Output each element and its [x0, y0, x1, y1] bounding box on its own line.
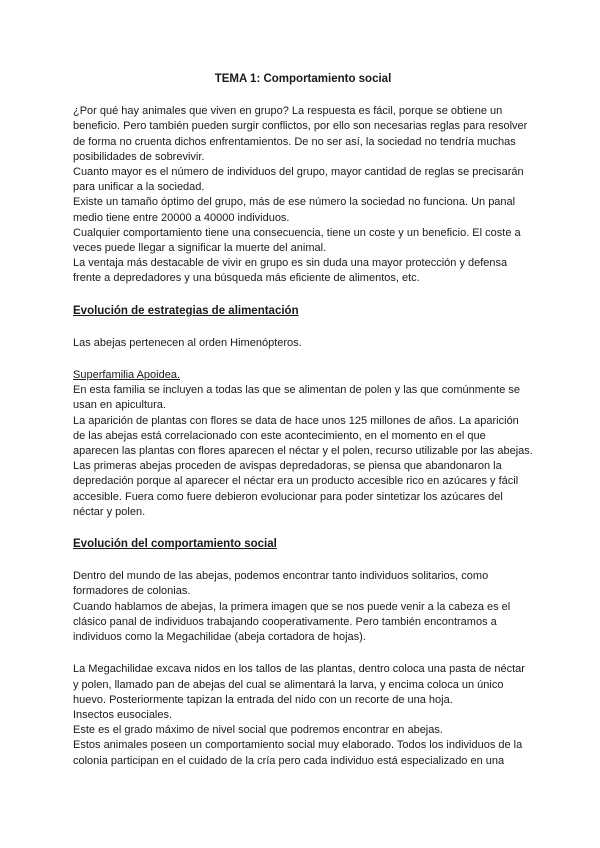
spacer	[73, 552, 533, 569]
spacer	[73, 319, 533, 336]
feeding-paragraph: Las primeras abejas proceden de avispas depredadoras, se piensa que abandonaron la depredación porque al aparecer el néctar era un producto accesible rico en azúcares y fácil accesible. Fuera como fuere debieron evolucionar para poder sintetizar los azúcares del néctar y polen.	[73, 460, 519, 518]
spacer	[73, 645, 533, 662]
order-paragraph: Las abejas pertenecen al orden Himenópteros.	[73, 336, 302, 349]
social-paragraph: La Megachilidae excava nidos en los tallos de las plantas, dentro coloca una pasta de néctar y polen, llamado pan de abejas del cual se alimentará la larva, y encima coloca un único huevo. Posteriormente tapizan la entrada del nido con un recorte de una hoja.	[73, 663, 525, 706]
intro-paragraph: ¿Por qué hay animales que viven en grupo? La respuesta es fácil, porque se obtiene un beneficio. Pero también pueden surgir conflictos, por ello son necesarias reglas para resolver de forma no cruenta dichos enfrentamientos. De no ser así, la sociedad no tendría muchas posibilidades de sobrevivir.	[73, 105, 528, 163]
spacer	[73, 520, 533, 537]
social-paragraph: Estos animales poseen un comportamiento social muy elaborado. Todos los individuos de la colonia participan en el cuidado de la cría pero cada individuo está especializado en una	[73, 739, 523, 767]
spacer	[73, 287, 533, 304]
intro-paragraph: La ventaja más destacable de vivir en grupo es sin duda una mayor protección y defensa frente a depredadores y una búsqueda más eficiente de alimentos, etc.	[73, 257, 508, 285]
document-title: TEMA 1: Comportamiento social	[214, 73, 392, 85]
feeding-paragraph: La aparición de plantas con flores se data de hace unos 125 millones de años. La aparición de las abejas está correlacionado con este acontecimiento, en el momento en el que aparecen las plantas con flores aparecen el néctar y el polen, recurso utilizable por las abejas.	[73, 414, 533, 458]
subheading-apoidea: Superfamilia Apoidea.	[73, 369, 181, 382]
social-paragraph: Este es el grado máximo de nivel social que podremos encontrar en abejas.	[73, 724, 443, 737]
intro-paragraph: Cuanto mayor es el número de individuos del grupo, mayor cantidad de reglas se precisarán para unificar a la sociedad.	[73, 166, 524, 194]
social-paragraph: Cuando hablamos de abejas, la primera imagen que se nos puede venir a la cabeza es el clásico panal de individuos trabajando cooperativamente. Pero también encontramos a individuos como la Megachilidae (abeja cortadora de hojas).	[73, 600, 511, 644]
feeding-paragraph: En esta familia se incluyen a todas las que se alimentan de polen y las que comúnmente se usan en apicultura.	[73, 384, 520, 412]
section-heading-feeding: Evolución de estrategias de alimentación	[73, 304, 299, 317]
section-heading-social: Evolución del comportamiento social	[73, 538, 277, 551]
social-paragraph: Insectos eusociales.	[73, 708, 173, 721]
intro-paragraph: Existe un tamaño óptimo del grupo, más de ese número la sociedad no funciona. Un panal medio tiene entre 20000 a 40000 individuos.	[73, 196, 516, 224]
intro-paragraph: Cualquier comportamiento tiene una consecuencia, tiene un coste y un beneficio. El coste a veces puede llegar a significar la muerte del animal.	[73, 226, 521, 255]
spacer	[73, 351, 533, 368]
social-paragraph: Dentro del mundo de las abejas, podemos encontrar tanto individuos solitarios, como formadores de colonias.	[73, 570, 489, 598]
document-body	[73, 72, 533, 769]
